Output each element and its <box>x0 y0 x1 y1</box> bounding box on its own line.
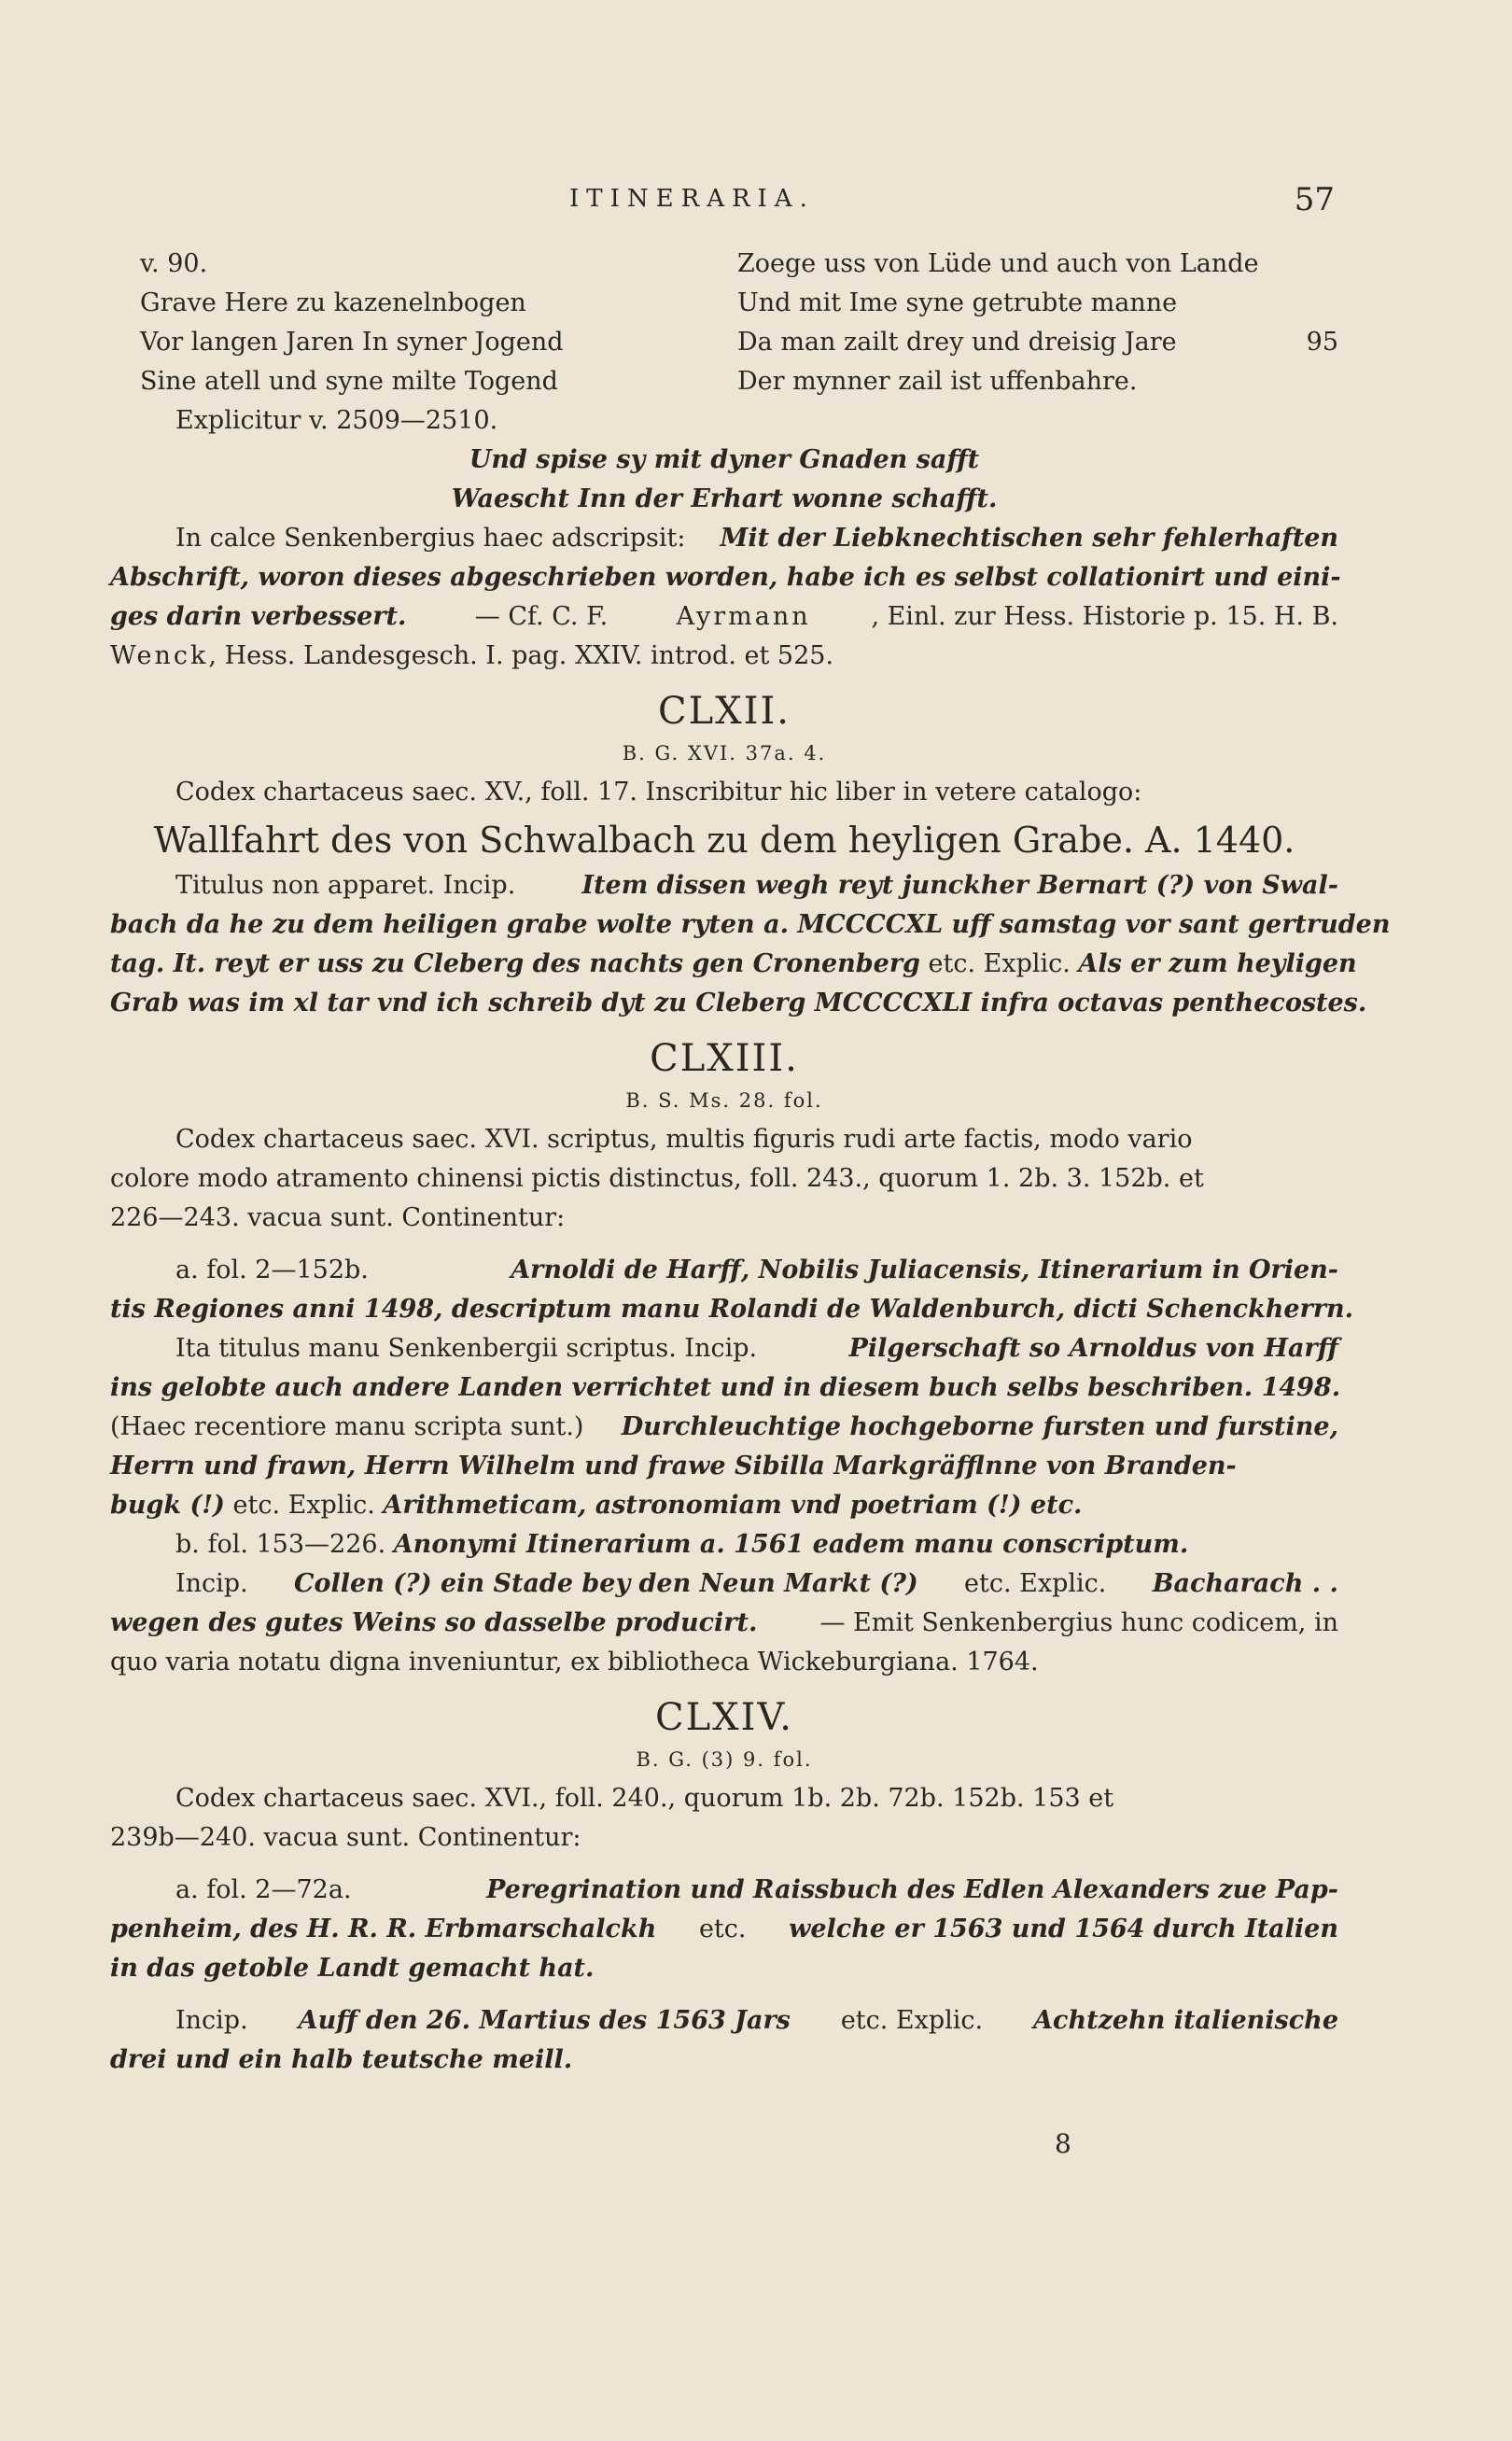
text-run: Durchleuchtige hochgeborne fursten und furstine, <box>621 1412 1338 1441</box>
text-line <box>110 1290 1354 1329</box>
text-run: b. fol. 153—226. <box>175 1530 394 1559</box>
text-run: Auff den 26. Martius des 1563 Jars <box>298 2006 791 2035</box>
text-run: Item dissen wegh reyt junckher Bernart (?) von Swal- <box>581 871 1338 900</box>
text-line <box>110 519 1338 558</box>
text-line <box>110 1159 1338 1199</box>
text-run: Arithmeticam, astronomiam vnd poetriam (!) etc. <box>383 1491 1083 1520</box>
text-run: a. fol. 2—72a. <box>175 1875 360 1904</box>
text-run: Grab was im xl tar vnd ich schreib dyt zu Cleberg MCCCCXLI infra octavas penthecostes. <box>110 989 1367 1017</box>
text-run: penheim, des H. R. R. Erbmarschalckh <box>110 1915 657 1943</box>
text-run: Ayrmann <box>676 602 811 631</box>
page-body <box>110 245 1391 2080</box>
text-run: — Cf. C. F. <box>467 602 616 631</box>
text-run: Ita titulus manu Senkenbergii scriptus. Incip. <box>175 1334 765 1363</box>
text-line <box>110 1604 1338 1643</box>
section-heading-clxiii: CLXIII. <box>650 1037 799 1080</box>
text-run: etc. Explic. <box>919 949 1079 978</box>
text-line: 239b—240. vacua sunt. Continentur: <box>110 1823 581 1852</box>
text-line <box>110 1564 1338 1604</box>
text-run: etc. Explic. <box>956 1569 1114 1598</box>
verse-left: v. 90. <box>140 249 208 278</box>
verse-row <box>110 362 1338 401</box>
verse-row <box>110 323 1338 362</box>
text-line <box>110 1779 1338 1818</box>
text-run: In calce Senkenbergius haec adscripsit: <box>175 524 694 553</box>
text-line <box>110 773 1338 812</box>
couplet-line: Und spise sy mit dyner Gnaden safft <box>469 445 980 474</box>
text-run: etc. Explic. <box>224 1491 384 1520</box>
text-line <box>110 558 1341 597</box>
running-header <box>112 181 1335 231</box>
text-run: Anonymi Itinerarium a. 1561 eadem manu conscriptum. <box>393 1530 1189 1559</box>
text-line <box>110 1408 1338 1447</box>
text-line <box>110 945 1357 984</box>
shelfmark: B. G. (3) 9. fol. <box>636 1748 813 1771</box>
text-line <box>110 1871 1338 1910</box>
text-run: etc. <box>691 1915 755 1943</box>
verse-right: Und mit Ime syne getrubte manne <box>737 288 1178 317</box>
verse-right: Der mynner zail ist uffenbahre. <box>737 367 1138 396</box>
text-run: Codex chartaceus saec. XV., foll. 17. Inscribitur hic liber in vetere catalogo: <box>175 778 1142 807</box>
section-heading-clxii: CLXII. <box>658 690 791 733</box>
text-line <box>110 2001 1338 2041</box>
text-run: , Hess. Landesgesch. I. pag. XXIV. introd. et 525. <box>208 641 834 670</box>
text-run: bugk (!) <box>110 1491 225 1520</box>
text-line: 226—243. vacua sunt. Continentur: <box>110 1203 566 1232</box>
text-run: Als er zum heyligen <box>1078 949 1357 978</box>
running-title: ITINERARIA. <box>569 185 815 213</box>
text-line: quo varia notatu digna inveniuntur, ex bibliotheca Wickeburgiana. 1764. <box>110 1648 1039 1676</box>
section-heading-clxiv: CLXIV. <box>654 1696 794 1739</box>
text-run: tis Regiones anni 1498, descriptum manu Rolandi de Waldenburch, dicti Schenckherrn. <box>110 1295 1354 1324</box>
verse-block <box>110 245 1338 519</box>
couplet-line: Waescht Inn der Erhart wonne schafft. <box>451 484 998 513</box>
text-run: (Haec recentiore manu scripta sunt.) <box>110 1412 593 1441</box>
text-run: Titulus non apparet. Incip. <box>175 871 524 900</box>
text-run: Peregrination und Raissbuch des Edlen Alexanders zue Pap- <box>486 1875 1338 1904</box>
shelfmark: B. G. XVI. 37a. 4. <box>622 742 827 765</box>
text-run: ges darin verbessert. <box>110 602 407 631</box>
text-run: Pilgerschaft so Arnoldus von Harff <box>848 1334 1338 1363</box>
text-line <box>110 1486 1338 1525</box>
text-line <box>110 984 1367 1023</box>
manuscript-title: Wallfahrt des von Schwalbach zu dem heyligen Grabe. A. 1440. <box>153 820 1295 861</box>
text-run: Abschrift, woron dieses abgeschrieben worden, habe ich es selbst collationirt und eini- <box>110 563 1341 592</box>
text-line <box>110 866 1338 905</box>
text-line <box>110 597 1338 637</box>
signature-mark: 8 <box>1055 2128 1071 2159</box>
text-run: — Emit Senkenbergius hunc codicem, in <box>811 1608 1338 1637</box>
text-run: , Einl. zur Hess. Historie p. 15. H. B. <box>871 602 1338 631</box>
text-run: Mit der Liebknechtischen sehr fehlerhaften <box>720 524 1338 553</box>
text-run: Achtzehn italienische <box>1033 2006 1338 2035</box>
text-line <box>110 1525 1338 1564</box>
text-run: Herrn und frawn, Herrn Wilhelm und frawe Sibilla Markgräfflnne von Branden- <box>110 1452 1237 1480</box>
text-line <box>110 1368 1341 1408</box>
explicit-line: Explicitur v. 2509—2510. <box>175 406 498 435</box>
text-run: Codex chartaceus saec. XVI., foll. 240., quorum 1b. 2b. 72b. 152b. 153 et <box>175 1784 1114 1813</box>
verse-right: Da man zailt drey und dreisig Jare <box>737 328 1177 357</box>
senkenberg-note <box>110 519 1341 676</box>
text-run: colore modo atramento chinensi pictis distinctus, foll. 243., quorum 1. 2b. 3. 152b. et <box>110 1164 1204 1193</box>
text-run: Wenck <box>110 641 209 670</box>
verse-left: Grave Here zu kazenelnbogen <box>140 288 526 317</box>
text-line <box>110 1120 1338 1159</box>
text-line <box>110 1329 1338 1368</box>
text-run: etc. Explic. <box>833 2006 991 2035</box>
verse-row <box>110 245 1338 284</box>
text-line <box>110 1910 1338 1949</box>
verse-left: Vor langen Jaren In syner Jogend <box>140 328 564 357</box>
verse-row <box>110 284 1338 323</box>
verse-number: 95 <box>1306 328 1338 357</box>
shelfmark: B. S. Ms. 28. fol. <box>625 1089 823 1112</box>
text-run: Arnoldi de Harff, Nobilis Juliacensis, Itinerarium in Orien- <box>511 1256 1338 1284</box>
page-number: 57 <box>1294 181 1335 218</box>
text-run: welche er 1563 und 1564 durch Italien <box>789 1915 1338 1943</box>
text-line <box>110 1251 1338 1290</box>
text-run: ins gelobte auch andere Landen verrichtet und in diesem buch selbs beschriben. 1498. <box>110 1373 1341 1402</box>
text-run: Bacharach . . <box>1152 1569 1338 1598</box>
text-run: tag. It. reyt er uss zu Cleberg des nachts gen Cronenberg <box>110 949 920 978</box>
verse-right: Zoege uss von Lüde und auch von Lande <box>737 249 1259 278</box>
text-line <box>110 905 1391 945</box>
text-run: Incip. <box>175 2006 257 2035</box>
text-line <box>110 637 1338 676</box>
verse-left: Sine atell und syne milte Togend <box>140 367 558 396</box>
text-run: Codex chartaceus saec. XVI. scriptus, multis figuris rudi arte factis, modo vario <box>175 1125 1193 1154</box>
text-line <box>110 1447 1338 1486</box>
text-run: Collen (?) ein Stade bey den Neun Markt (?) <box>294 1569 918 1598</box>
text-line: in das getoble Landt gemacht hat. <box>110 1954 595 1983</box>
text-run: wegen des gutes Weins so dasselbe producirt. <box>110 1608 758 1637</box>
text-line: drei und ein halb teutsche meill. <box>110 2045 573 2074</box>
text-run: a. fol. 2—152b. <box>175 1256 377 1284</box>
text-run: Incip. <box>175 1569 257 1598</box>
text-run: bach da he zu dem heiligen grabe wolte ryten a. MCCCCXL uff samstag vor sant gertruden <box>110 910 1391 939</box>
